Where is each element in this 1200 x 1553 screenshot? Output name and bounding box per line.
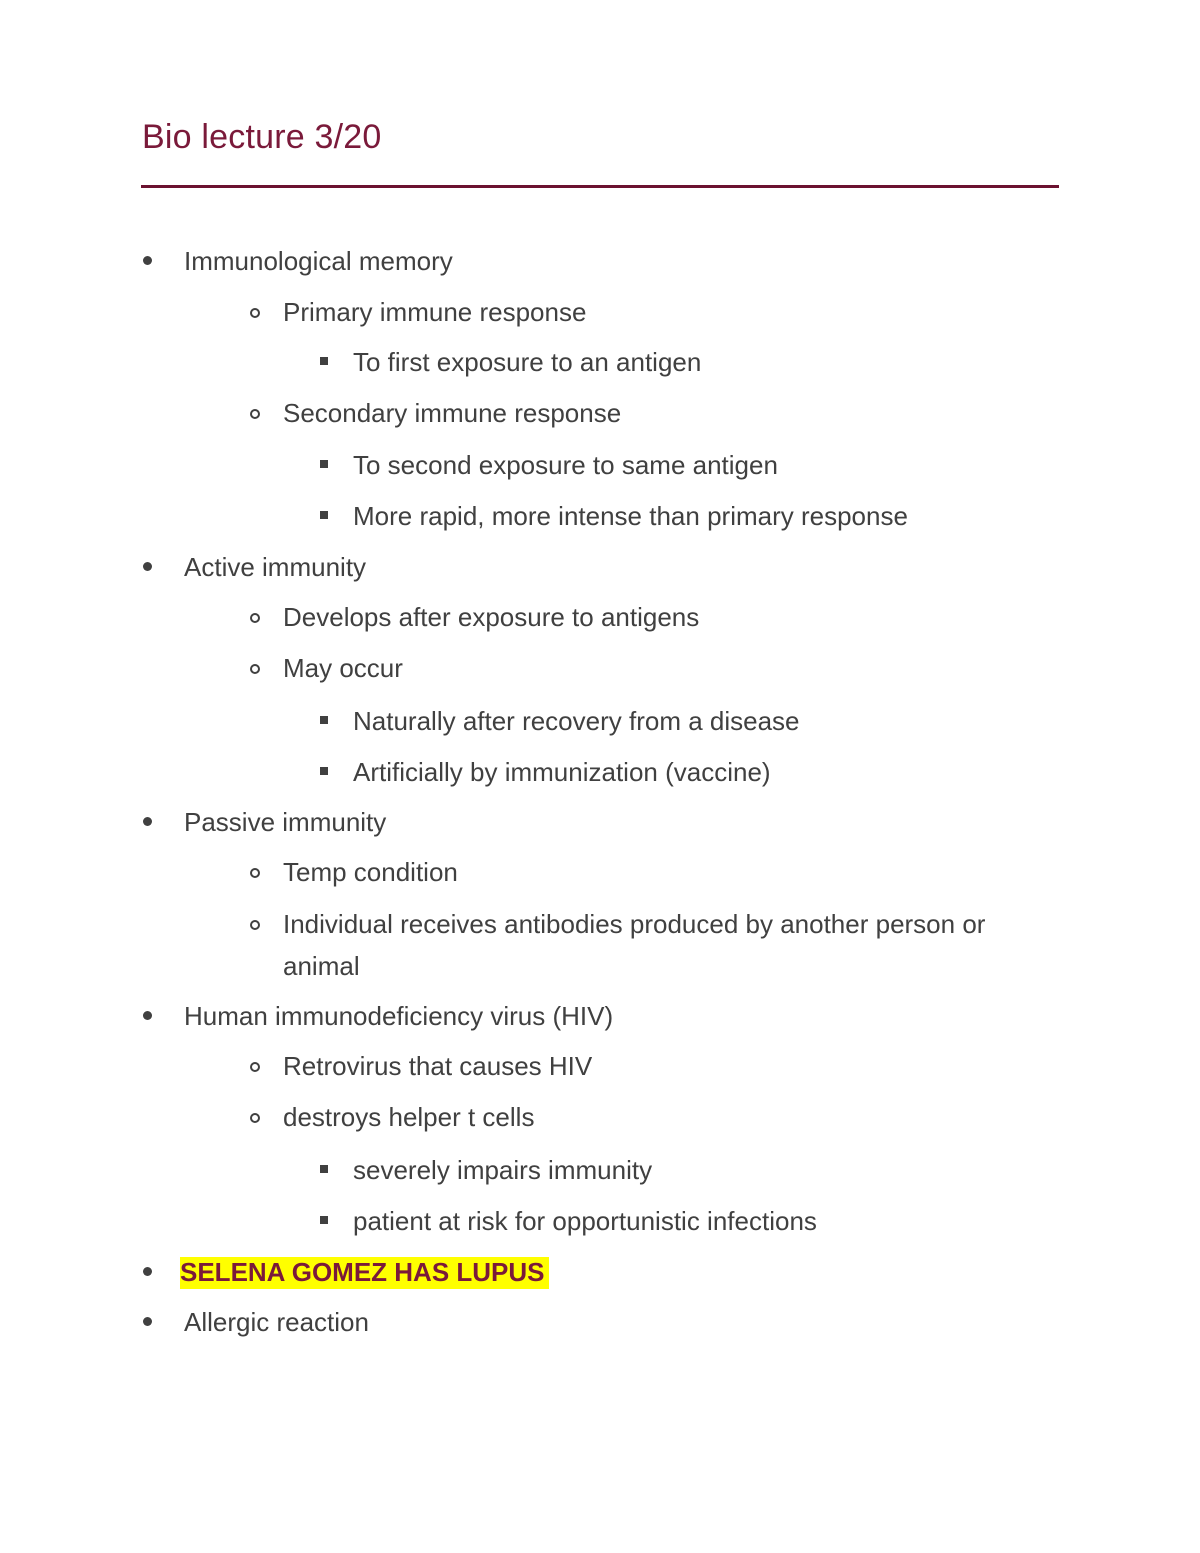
document-title: Bio lecture 3/20 xyxy=(142,118,382,156)
list-item: patient at risk for opportunistic infections xyxy=(353,1206,817,1236)
bullet-dot-icon xyxy=(143,256,152,265)
list-item: Allergic reaction xyxy=(184,1307,369,1337)
bullet-circle-icon xyxy=(250,664,260,674)
list-item: Develops after exposure to antigens xyxy=(283,602,700,632)
bullet-circle-icon xyxy=(250,1062,260,1072)
list-item: Active immunity xyxy=(184,552,367,582)
highlighted-text: SELENA GOMEZ HAS LUPUS xyxy=(180,1257,549,1289)
list-item: Temp condition xyxy=(283,857,458,887)
bullet-dot-icon xyxy=(143,817,152,826)
bullet-square-icon xyxy=(320,1216,328,1224)
bullet-square-icon xyxy=(320,716,328,724)
bullet-square-icon xyxy=(320,767,328,775)
list-item: Individual receives antibodies produced by another person or animal xyxy=(283,909,986,981)
list-item: Naturally after recovery from a disease xyxy=(353,706,800,736)
bullet-dot-icon xyxy=(143,1011,152,1020)
list-item: severely impairs immunity xyxy=(353,1155,653,1185)
bullet-dot-icon xyxy=(143,1267,152,1276)
bullet-square-icon xyxy=(320,357,328,365)
list-item: destroys helper t cells xyxy=(283,1102,535,1132)
list-item: Human immunodeficiency virus (HIV) xyxy=(184,1001,614,1031)
list-item: Immunological memory xyxy=(184,246,453,276)
bullet-circle-icon xyxy=(250,409,260,419)
bullet-square-icon xyxy=(320,511,328,519)
bullet-square-icon xyxy=(320,460,328,468)
bullet-dot-icon xyxy=(143,562,152,571)
list-item: To first exposure to an antigen xyxy=(353,347,702,377)
list-item: Passive immunity xyxy=(184,807,387,837)
bullet-dot-icon xyxy=(143,1317,152,1326)
bullet-circle-icon xyxy=(250,308,260,318)
bullet-circle-icon xyxy=(250,1113,260,1123)
list-item: Artificially by immunization (vaccine) xyxy=(353,757,771,787)
list-item: Retrovirus that causes HIV xyxy=(283,1051,593,1081)
highlighted-list-item xyxy=(180,1255,549,1289)
list-item: Primary immune response xyxy=(283,297,587,327)
bullet-circle-icon xyxy=(250,613,260,623)
bullet-circle-icon xyxy=(250,868,260,878)
list-item: To second exposure to same antigen xyxy=(353,450,778,480)
bullet-circle-icon xyxy=(250,920,260,930)
list-item: More rapid, more intense than primary response xyxy=(353,501,908,531)
list-item: May occur xyxy=(283,653,403,683)
title-underline-rule xyxy=(141,185,1059,188)
list-item: Secondary immune response xyxy=(283,398,622,428)
bullet-square-icon xyxy=(320,1165,328,1173)
